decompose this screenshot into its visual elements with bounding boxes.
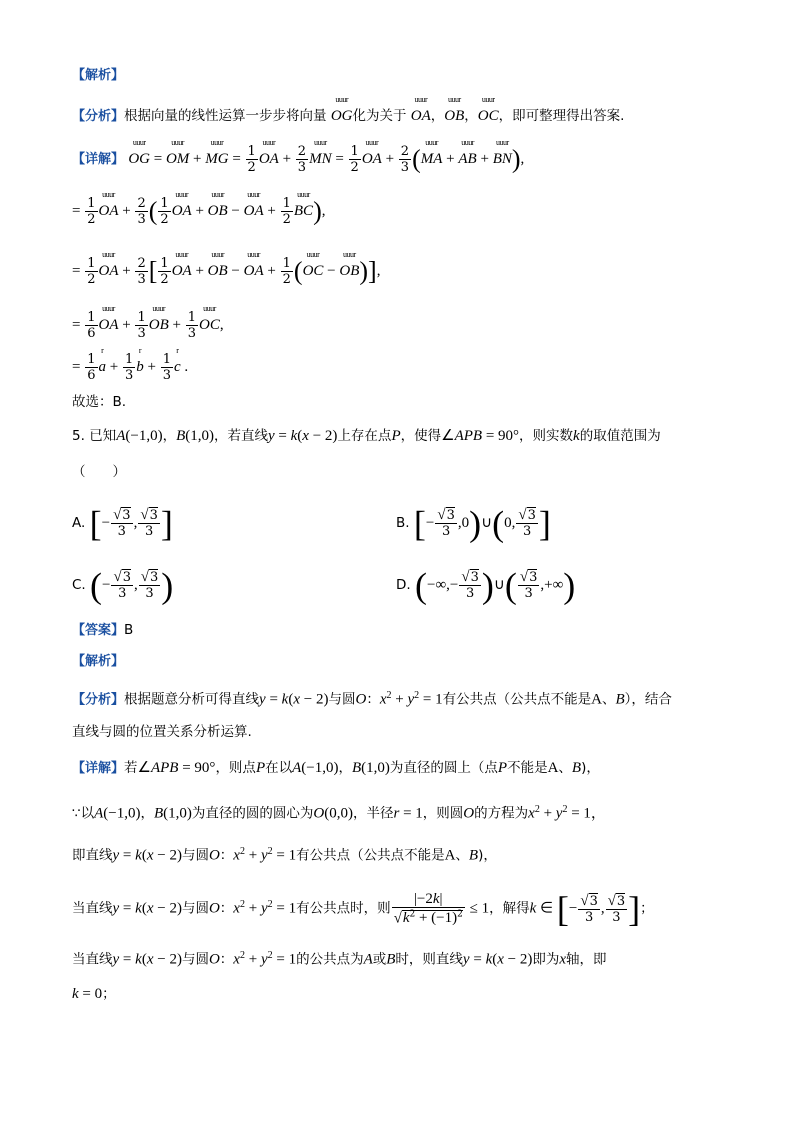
answer-tag: 【答案】 bbox=[72, 623, 125, 638]
detail-tag: 【详解】 bbox=[72, 152, 125, 167]
option-d[interactable]: D. (−∞,− $\frac{√3}{3}$ )∪( $\frac{√3}{3}$ ,+∞) bbox=[396, 565, 576, 606]
option-c[interactable]: C. (− $\frac{√3}{3}$ , $\frac{√3}{3}$ ) bbox=[72, 565, 174, 606]
jiexi-tag: 【解析】 bbox=[72, 68, 125, 83]
option-b[interactable]: B. [− $\frac{√3}{3}$ ,0)∪(0, $\frac{√3}{3}$ ] bbox=[396, 503, 551, 544]
answer-value: B bbox=[124, 622, 134, 638]
analysis-tag: 【分析】 bbox=[72, 109, 125, 124]
question-number: 5. bbox=[72, 428, 85, 444]
option-a[interactable]: A. [− $\frac{√3}{3}$ , $\frac{√3}{3}$ ] bbox=[72, 503, 173, 544]
